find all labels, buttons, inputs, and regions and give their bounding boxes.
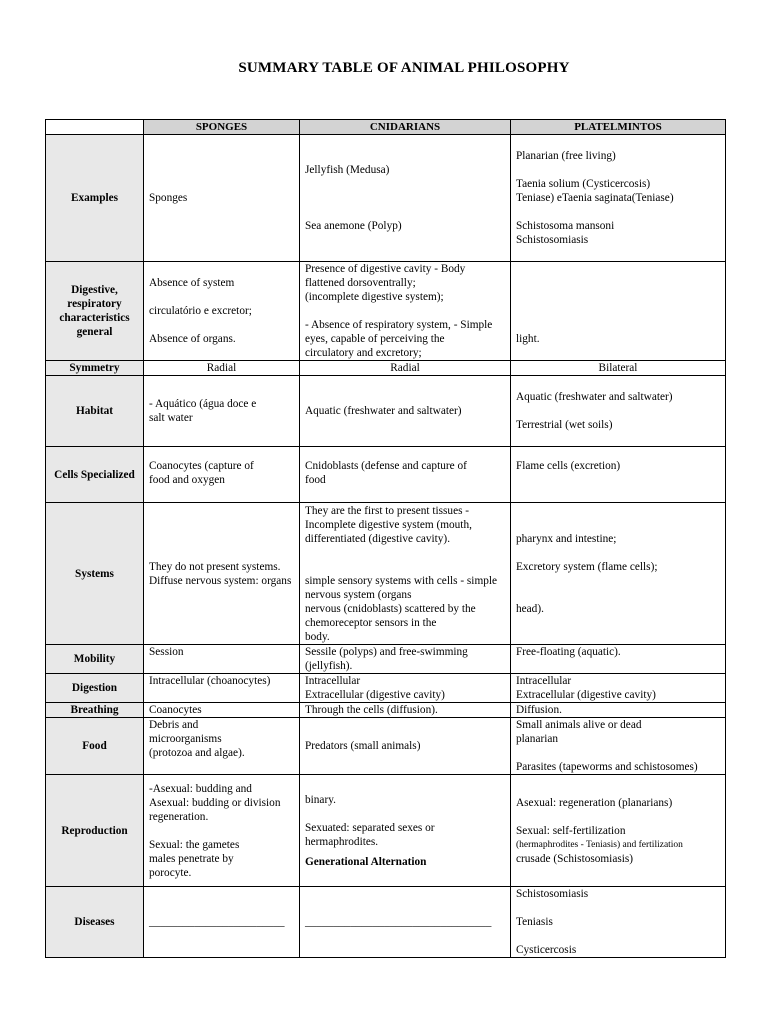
- cell-sponges-diseases: ________________________: [144, 887, 300, 958]
- cell-cnidarians-general: Presence of digestive cavity - Body flattened dorsoventrally; (incomplete digestive system); - Absence of respiratory system, - Simple eyes, capable of perceiving the circulatory and excretory;: [300, 262, 511, 361]
- platelmintos-reproduction-end: crusade (Schistosomiasis): [516, 852, 634, 865]
- cell-cnidarians-digestion: Intracellular Extracellular (digestive cavity): [300, 674, 511, 703]
- cell-sponges-examples: Sponges: [144, 135, 300, 262]
- table-row: [46, 262, 726, 361]
- cell-platelmintos-examples: Planarian (free living) Taenia solium (Cysticercosis) Teniase) eTaenia saginata(Teniase) Schistosoma mansoni Schistosomiasis: [511, 135, 726, 262]
- summary-table: [45, 119, 726, 958]
- table-row: [46, 887, 726, 958]
- cell-sponges-breathing: Coanocytes: [144, 703, 300, 718]
- cell-sponges-systems: They do not present systems. Diffuse nervous system: organs: [144, 503, 300, 645]
- cell-sponges-food: Debris and microorganisms (protozoa and algae).: [144, 718, 300, 775]
- cell-cnidarians-examples: Jellyfish (Medusa) Sea anemone (Polyp): [300, 135, 511, 262]
- table-row: [46, 645, 726, 674]
- cell-sponges-habitat: - Aquático (água doce e salt water: [144, 376, 300, 447]
- header-blank: [46, 120, 144, 135]
- table-row: [46, 674, 726, 703]
- cell-platelmintos-food: Small animals alive or dead planarian Parasites (tapeworms and schistosomes): [511, 718, 726, 775]
- row-label-diseases: Diseases: [46, 887, 144, 958]
- table-row: [46, 703, 726, 718]
- row-label-examples: Examples: [46, 135, 144, 262]
- table-row: [46, 376, 726, 447]
- table-row: [46, 503, 726, 645]
- platelmintos-reproduction-text: Asexual: regeneration (planarians) Sexual: self-fertilization: [516, 796, 673, 837]
- cnidarians-reproduction-alternation: Generational Alternation: [305, 855, 427, 868]
- cell-platelmintos-mobility: Free-floating (aquatic).: [511, 645, 726, 674]
- row-label-reproduction: Reproduction: [46, 775, 144, 887]
- cell-cnidarians-mobility: Sessile (polyps) and free-swimming (jellyfish).: [300, 645, 511, 674]
- cell-sponges-reproduction: -Asexual: budding and Asexual: budding or division regeneration. Sexual: the gametes males penetrate by porocyte.: [144, 775, 300, 887]
- cell-platelmintos-cells: Flame cells (excretion): [511, 447, 726, 503]
- table-row: [46, 447, 726, 503]
- row-label-cells: Cells Specialized: [46, 447, 144, 503]
- row-label-food: Food: [46, 718, 144, 775]
- row-label-breathing: Breathing: [46, 703, 144, 718]
- cell-sponges-mobility: Session: [144, 645, 300, 674]
- cell-cnidarians-systems: They are the first to present tissues - Incomplete digestive system (mouth, differentiated (digestive cavity). simple sensory systems with cells - simple nervous system (organs nervous (cnidoblasts) scattered by the chemoreceptor sensors in the body.: [300, 503, 511, 645]
- row-label-mobility: Mobility: [46, 645, 144, 674]
- platelmintos-reproduction-small: (hermaphrodites - Teniasis) and fertilization: [516, 839, 683, 850]
- cell-platelmintos-symmetry: Bilateral: [511, 361, 726, 376]
- cell-platelmintos-general: light.: [511, 262, 726, 361]
- row-label-digestion: Digestion: [46, 674, 144, 703]
- cell-cnidarians-diseases: _________________________________: [300, 887, 511, 958]
- cell-cnidarians-food: Predators (small animals): [300, 718, 511, 775]
- cell-cnidarians-reproduction: [300, 775, 511, 887]
- cell-platelmintos-digestion: Intracellular Extracellular (digestive cavity): [511, 674, 726, 703]
- cell-cnidarians-cells: Cnidoblasts (defense and capture of food: [300, 447, 511, 503]
- cell-sponges-general: Absence of system circulatório e excretor; Absence of organs.: [144, 262, 300, 361]
- cell-platelmintos-habitat: Aquatic (freshwater and saltwater) Terrestrial (wet soils): [511, 376, 726, 447]
- table-row: [46, 361, 726, 376]
- cnidarians-reproduction-text: binary. Sexuated: separated sexes or hermaphrodites.: [305, 793, 435, 848]
- cell-platelmintos-systems: pharynx and intestine; Excretory system (flame cells); head).: [511, 503, 726, 645]
- row-label-systems: Systems: [46, 503, 144, 645]
- header-platelmintos: PLATELMINTOS: [511, 120, 726, 135]
- row-label-habitat: Habitat: [46, 376, 144, 447]
- table-row: [46, 775, 726, 887]
- header-sponges: SPONGES: [144, 120, 300, 135]
- cell-cnidarians-habitat: Aquatic (freshwater and saltwater): [300, 376, 511, 447]
- cell-platelmintos-breathing: Diffusion.: [511, 703, 726, 718]
- cell-sponges-cells: Coanocytes (capture of food and oxygen: [144, 447, 300, 503]
- cell-sponges-symmetry: Radial: [144, 361, 300, 376]
- table-header-row: [46, 120, 726, 135]
- cell-cnidarians-symmetry: Radial: [300, 361, 511, 376]
- cell-cnidarians-breathing: Through the cells (diffusion).: [300, 703, 511, 718]
- table-row: [46, 135, 726, 262]
- cell-platelmintos-reproduction: [511, 775, 726, 887]
- document-title: SUMMARY TABLE OF ANIMAL PHILOSOPHY: [238, 60, 570, 76]
- row-label-symmetry: Symmetry: [46, 361, 144, 376]
- row-label-general: Digestive, respiratory characteristics general: [46, 262, 144, 361]
- header-cnidarians: CNIDARIANS: [300, 120, 511, 135]
- cell-sponges-digestion: Intracellular (choanocytes): [144, 674, 300, 703]
- cell-platelmintos-diseases: Schistosomiasis Teniasis Cysticercosis: [511, 887, 726, 958]
- table-row: [46, 718, 726, 775]
